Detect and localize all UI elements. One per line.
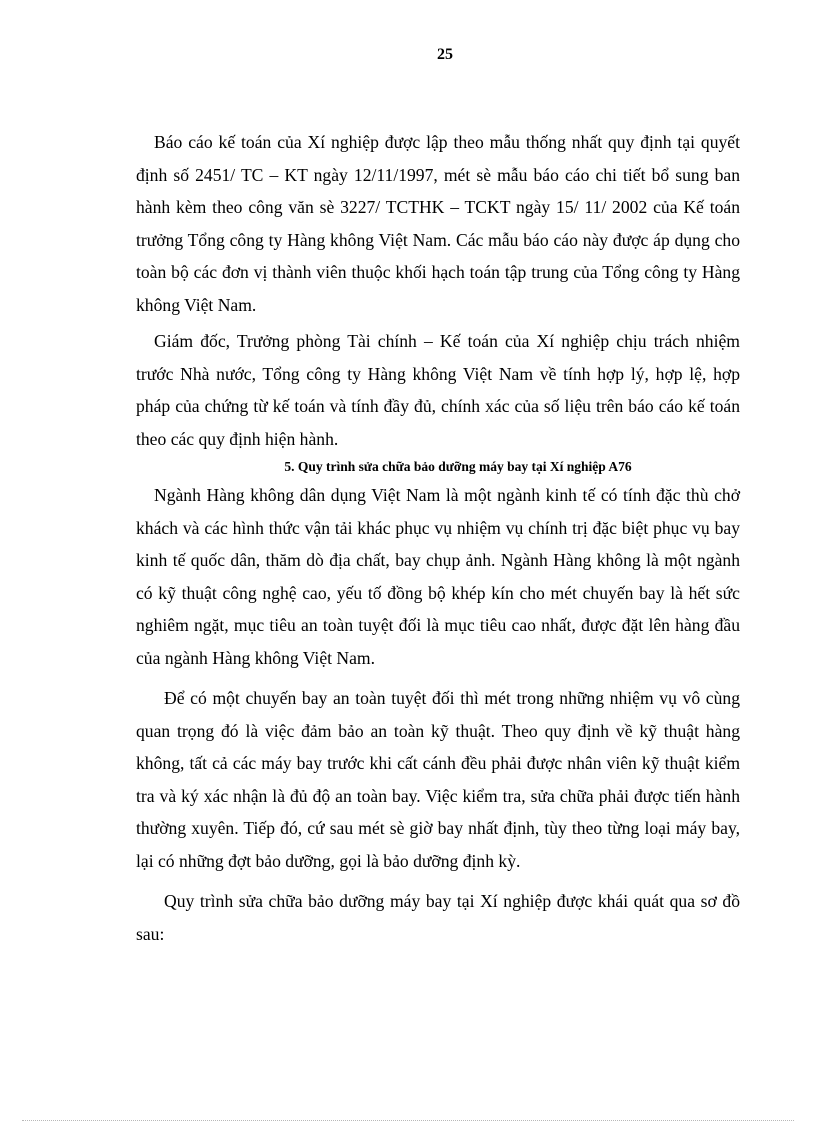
paragraph-technical-safety: Để có một chuyến bay an toàn tuyệt đối thì mét trong những nhiệm vụ vô cùng quan trọng đó là việc đảm bảo an toàn kỹ thuật. Theo quy định về kỹ thuật hàng không, tất cả các máy bay trước khi cất cánh đều phải được nhân viên kỹ thuật kiểm tra và ký xác nhận là đủ độ an toàn bay. Việc kiểm tra, sửa chữa phải được tiến hành thường xuyên. Tiếp đó, cứ sau mét sè giờ bay nhất định, tùy theo từng loại máy bay, lại có những đợt bảo dưỡng, gọi là bảo dưỡng định kỳ.	[136, 688, 740, 871]
paragraph-process-diagram-intro: Quy trình sửa chữa bảo dưỡng máy bay tại Xí nghiệp được khái quát qua sơ đồ sau:	[136, 891, 740, 944]
section-heading: 5. Quy trình sửa chữa bảo dưỡng máy bay tại Xí nghiệp A76	[284, 459, 632, 474]
paragraph-accounting-reports: Báo cáo kế toán của Xí nghiệp được lập theo mẫu thống nhất quy định tại quyết định số 2451/ TC – KT ngày 12/11/1997, mét sè mẫu báo cáo chi tiết bổ sung ban hành kèm theo công văn sè 3227/ TCTHK – TCKT ngày 15/ 11/ 2002 của Kế toán trưởng Tổng công ty Hàng không Việt Nam. Các mẫu báo cáo này được áp dụng cho toàn bộ các đơn vị thành viên thuộc khối hạch toán tập trung của Tổng công ty Hàng không Việt Nam.	[136, 132, 740, 315]
paragraph-aviation-industry: Ngành Hàng không dân dụng Việt Nam là một ngành kinh tế có tính đặc thù chở khách và các hình thức vận tải khác phục vụ nhiệm vụ chính trị đặc biệt phục vụ bay kinh tế quốc dân, thăm dò địa chất, bay chụp ảnh. Ngành Hàng không là một ngành có kỹ thuật công nghệ cao, yếu tố đồng bộ khép kín cho mét chuyến bay là hết sức nghiêm ngặt, mục tiêu an toàn tuyệt đối là mục tiêu cao nhất, được đặt lên hàng đầu của ngành Hàng không Việt Nam.	[136, 485, 740, 668]
page-number: 25	[437, 46, 453, 63]
document-body	[136, 126, 740, 950]
paragraph-responsibility: Giám đốc, Trưởng phòng Tài chính – Kế toán của Xí nghiệp chịu trách nhiệm trước Nhà nước, Tổng công ty Hàng không Việt Nam về tính hợp lý, hợp lệ, hợp pháp của chứng từ kế toán và tính đầy đủ, chính xác của số liệu trên báo cáo kế toán theo các quy định hiện hành.	[136, 331, 740, 449]
page-bottom-border	[22, 1120, 794, 1121]
